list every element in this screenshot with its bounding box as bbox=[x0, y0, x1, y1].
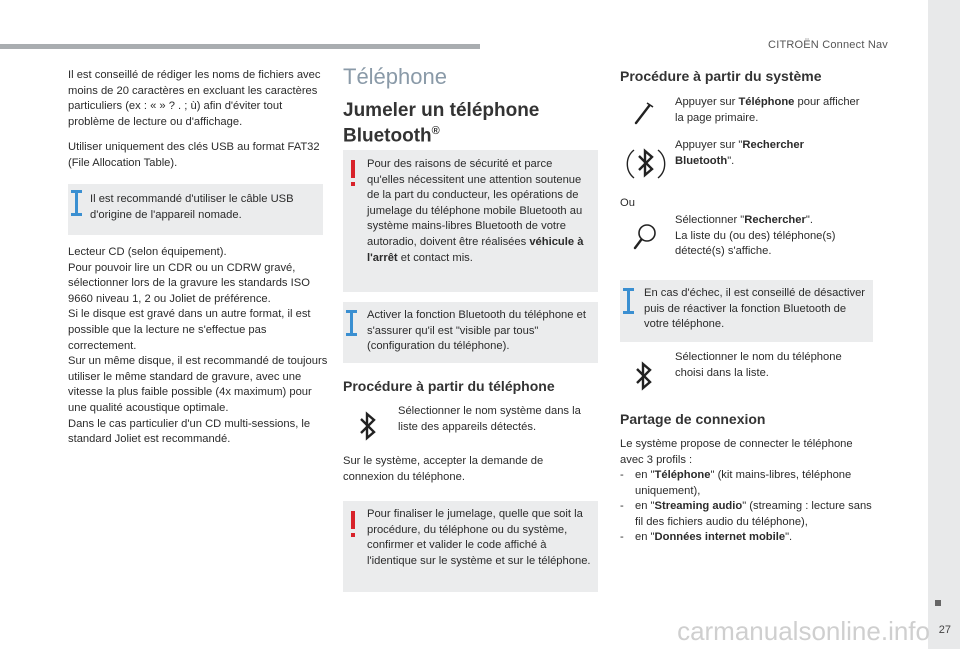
connection-sharing-heading: Partage de connexion bbox=[620, 411, 766, 427]
bluetooth-icon bbox=[634, 360, 654, 392]
phone-procedure-heading: Procédure à partir du téléphone bbox=[343, 378, 555, 394]
page-number: 27 bbox=[938, 624, 951, 636]
or-label: Ou bbox=[620, 197, 635, 209]
info-text: Il est recommandé d'utiliser le câble USB d'origine de l'appareil nomade. bbox=[90, 193, 294, 221]
list-item bbox=[620, 499, 878, 530]
brand-name: CITROËN Connect Nav bbox=[768, 39, 888, 51]
warning-text: Pour finaliser le jumelage, quelle que soit la procédure, du téléphone ou du système, confirmer et valider le code affiché à l'identique sur le système et sur le téléphone. bbox=[367, 508, 591, 567]
header-rule bbox=[0, 44, 480, 49]
info-icon bbox=[75, 192, 78, 214]
step-text-part: Appuyer sur bbox=[675, 96, 739, 108]
finger-tap-icon bbox=[632, 98, 658, 126]
step-text-part: pour afficher la page primaire. bbox=[675, 96, 860, 124]
search-icon bbox=[632, 222, 660, 252]
page-end-marker bbox=[935, 600, 941, 606]
profile-name: Téléphone bbox=[654, 469, 711, 481]
info-icon bbox=[350, 312, 353, 334]
registered-mark: ® bbox=[431, 125, 440, 137]
info-text: En cas d'échec, il est conseillé de désactiver puis de réactiver la fonction Bluetooth de votre téléphone. bbox=[644, 287, 866, 331]
list-item bbox=[620, 530, 878, 546]
info-box-bluetooth bbox=[343, 302, 598, 363]
step-text-part: Appuyer sur " bbox=[675, 139, 743, 151]
warning-text-bold: véhicule à l'arrêt bbox=[367, 235, 584, 264]
warning-icon bbox=[351, 160, 355, 178]
cd-line: Pour pouvoir lire un CDR ou un CDRW gravé, sélectionner lors de la gravure les standards ISO 9660 niveau 1, 2 ou Joliet de préférence. bbox=[68, 261, 310, 305]
usb-format-advice: Utiliser uniquement des clés USB au format FAT32 (File Allocation Table). bbox=[68, 141, 320, 169]
info-box-usb-cable bbox=[68, 184, 323, 235]
page-sidebar bbox=[928, 0, 960, 649]
profile-text-part: " (streaming : lecture sans fil des fichiers audio du téléphone), bbox=[635, 500, 872, 528]
profile-text-part: " (kit mains-libres, téléphone uniquement), bbox=[635, 469, 852, 497]
profile-name: Données internet mobile bbox=[654, 531, 786, 544]
info-box-failure bbox=[620, 280, 873, 342]
pairing-heading-line2: Bluetooth bbox=[343, 125, 432, 147]
system-step-search bbox=[675, 213, 865, 260]
cd-player-notes bbox=[68, 245, 328, 448]
profile-text-part: en " bbox=[635, 500, 655, 513]
phone-step-select: Sélectionner le nom système dans la liste des appareils détectés. bbox=[398, 405, 581, 433]
step-text-part: ". bbox=[805, 214, 813, 226]
warning-box-finalize bbox=[343, 501, 598, 592]
step-text-part: Sélectionner " bbox=[675, 214, 745, 226]
profile-text-part: ". bbox=[785, 531, 793, 544]
system-step-phone bbox=[675, 95, 865, 126]
cd-line: Lecteur CD (selon équipement). bbox=[68, 246, 227, 258]
warning-text bbox=[367, 157, 591, 266]
step-text-bold: Rechercher bbox=[744, 214, 806, 226]
cd-line: Sur un même disque, il est recommandé de toujours utiliser le même standard de gravure, avec une vitesse la plus faible possible (4x maximum) pour une qualité acoustique optimale. bbox=[68, 355, 328, 414]
filename-advice: Il est conseillé de rédiger les noms de fichiers avec moins de 20 caractères en excluant les caractères particuliers (ex : « » ? . ; ù) afin d'éviter tout problème de lecture ou d'affichage. bbox=[68, 69, 321, 128]
profile-text-part: en " bbox=[635, 469, 655, 481]
pairing-heading bbox=[343, 100, 603, 146]
warning-text-part: Pour des raisons de sécurité et parce qu'elles nécessitent une attention soutenue de la part du conducteur, les opérations de jumelage du téléphone mobile Bluetooth au système mains-libres Bluetooth de votre autoradio, doivent être réalisées bbox=[367, 158, 583, 248]
step-text-bold: Téléphone bbox=[738, 96, 795, 108]
system-step-search-bluetooth bbox=[675, 138, 865, 169]
step-text: La liste du (ou des) téléphone(s) détecté(s) s'affiche. bbox=[675, 229, 836, 258]
bluetooth-icon bbox=[358, 410, 378, 442]
section-title: Téléphone bbox=[343, 64, 447, 89]
info-icon bbox=[627, 290, 630, 312]
cd-line: Si le disque est gravé dans un autre format, il est possible que la lecture ne s'effectue pas correctement. bbox=[68, 308, 311, 352]
info-text: Activer la fonction Bluetooth du téléphone et s'assurer qu'il est "visible par tous" (configuration du téléphone). bbox=[367, 309, 586, 353]
profiles-list bbox=[620, 468, 878, 546]
profiles-intro: Le système propose de connecter le téléphone avec 3 profils : bbox=[620, 438, 853, 466]
cd-line: Dans le cas particulier d'un CD multi-sessions, le standard Joliet est recommandé. bbox=[68, 417, 311, 446]
watermark: carmanualsonline.info bbox=[677, 616, 930, 646]
list-item bbox=[620, 468, 878, 499]
accept-connection-text: Sur le système, accepter la demande de connexion du téléphone. bbox=[343, 455, 544, 483]
warning-box-safety bbox=[343, 150, 598, 292]
step-text-bold: Rechercher Bluetooth bbox=[675, 139, 804, 167]
step-text bbox=[675, 213, 865, 229]
pairing-heading-line1: Jumeler un téléphone bbox=[343, 100, 540, 121]
system-step-select-phone: Sélectionner le nom du téléphone choisi dans la liste. bbox=[675, 351, 842, 379]
profile-text-part: en " bbox=[635, 531, 655, 544]
step-text-part: ". bbox=[727, 154, 735, 167]
profile-name: Streaming audio bbox=[654, 500, 743, 513]
system-procedure-heading: Procédure à partir du système bbox=[620, 68, 822, 84]
warning-icon bbox=[351, 511, 355, 529]
bluetooth-search-icon bbox=[626, 140, 666, 188]
warning-text-part: et contact mis. bbox=[397, 251, 473, 264]
